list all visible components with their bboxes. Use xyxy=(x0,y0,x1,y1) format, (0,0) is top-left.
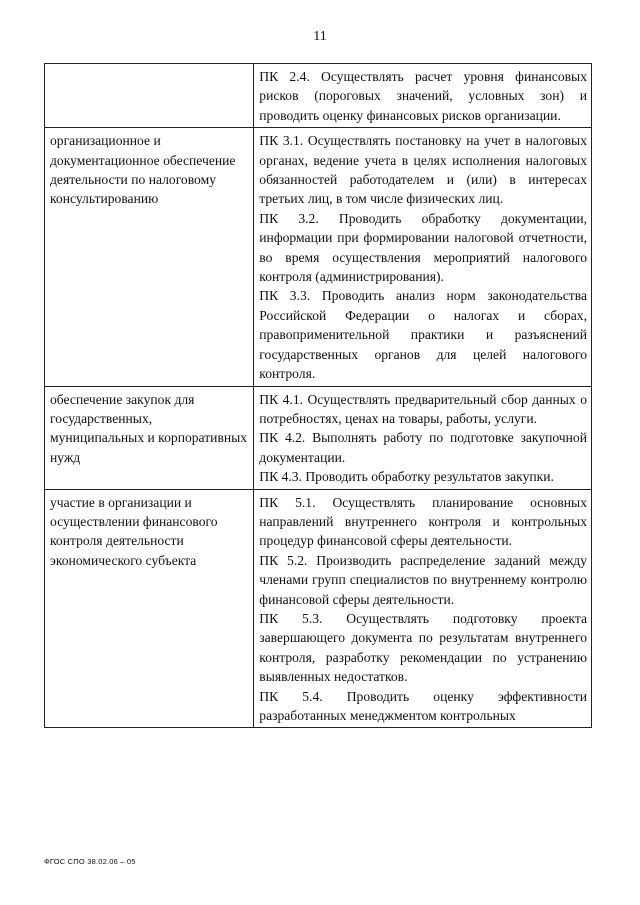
competency-item: ПК 4.1. Осуществлять предварительный сбор данных о потребностях, ценах на товары, работы, услуги. xyxy=(259,391,587,426)
page-number: 11 xyxy=(313,29,327,44)
table-row xyxy=(45,64,592,128)
activity-cell: организационное и документационное обеспечение деятельности по налоговому консультированию xyxy=(45,128,254,386)
competencies-cell xyxy=(254,489,592,728)
table-row xyxy=(45,386,592,489)
competency-item: ПК 3.3. Проводить анализ норм законодательства Российской Федерации о налогах и сборах, правоприменительной практики и разъяснений государственных органов для целей налогового контроля. xyxy=(259,288,587,382)
table-row xyxy=(45,489,592,728)
competency-item: ПК 3.1. Осуществлять постановку на учет в налоговых органах, ведение учета в целях исполнения налоговых обязанностей работодателем и (или) в интересах третьих лиц, в том числе физических лиц. xyxy=(259,133,587,207)
table-row xyxy=(45,128,592,386)
competency-item: ПК 5.3. Осуществлять подготовку проекта завершающего документа по результатам внутреннего контроля, разработку рекомендации по устранению выявленных недостатков. xyxy=(259,610,587,685)
competencies-cell xyxy=(254,128,592,386)
competencies-table xyxy=(44,63,592,728)
competency-item: ПК 5.4. Проводить оценку эффективности разработанных менеджментом контрольных xyxy=(259,688,587,723)
activity-cell xyxy=(45,64,254,128)
competency-item: ПК 4.3. Проводить обработку результатов закупки. xyxy=(259,469,554,485)
competencies-cell xyxy=(254,386,592,489)
activity-cell: участие в организации и осуществлении финансового контроля деятельности экономического субъекта xyxy=(45,489,254,728)
competencies-cell xyxy=(254,64,592,128)
competency-item: ПК 4.2. Выполнять работу по подготовке закупочной документации. xyxy=(259,430,587,465)
competency-item: ПК 3.2. Проводить обработку документации, информации при формировании налоговой отчетности, во время осуществления мероприятий налогового контроля (администрирования). xyxy=(259,210,587,285)
competency-item: ПК 5.1. Осуществлять планирование основных направлений внутреннего контроля и контрольных процедур финансовой сферы деятельности. xyxy=(259,494,587,549)
document-code-footer: ФГОС СПО 38.02.06 – 05 xyxy=(44,857,136,866)
competency-item: ПК 2.4. Осуществлять расчет уровня финансовых рисков (пороговых значений, условных зон) и проводить оценку финансовых рисков организации. xyxy=(259,69,587,123)
activity-cell: обеспечение закупок для государственных, муниципальных и корпоративных нужд xyxy=(45,386,254,489)
competency-item: ПК 5.2. Производить распределение заданий между членами групп специалистов по внутреннему контролю финансовой сферы деятельности. xyxy=(259,552,587,607)
